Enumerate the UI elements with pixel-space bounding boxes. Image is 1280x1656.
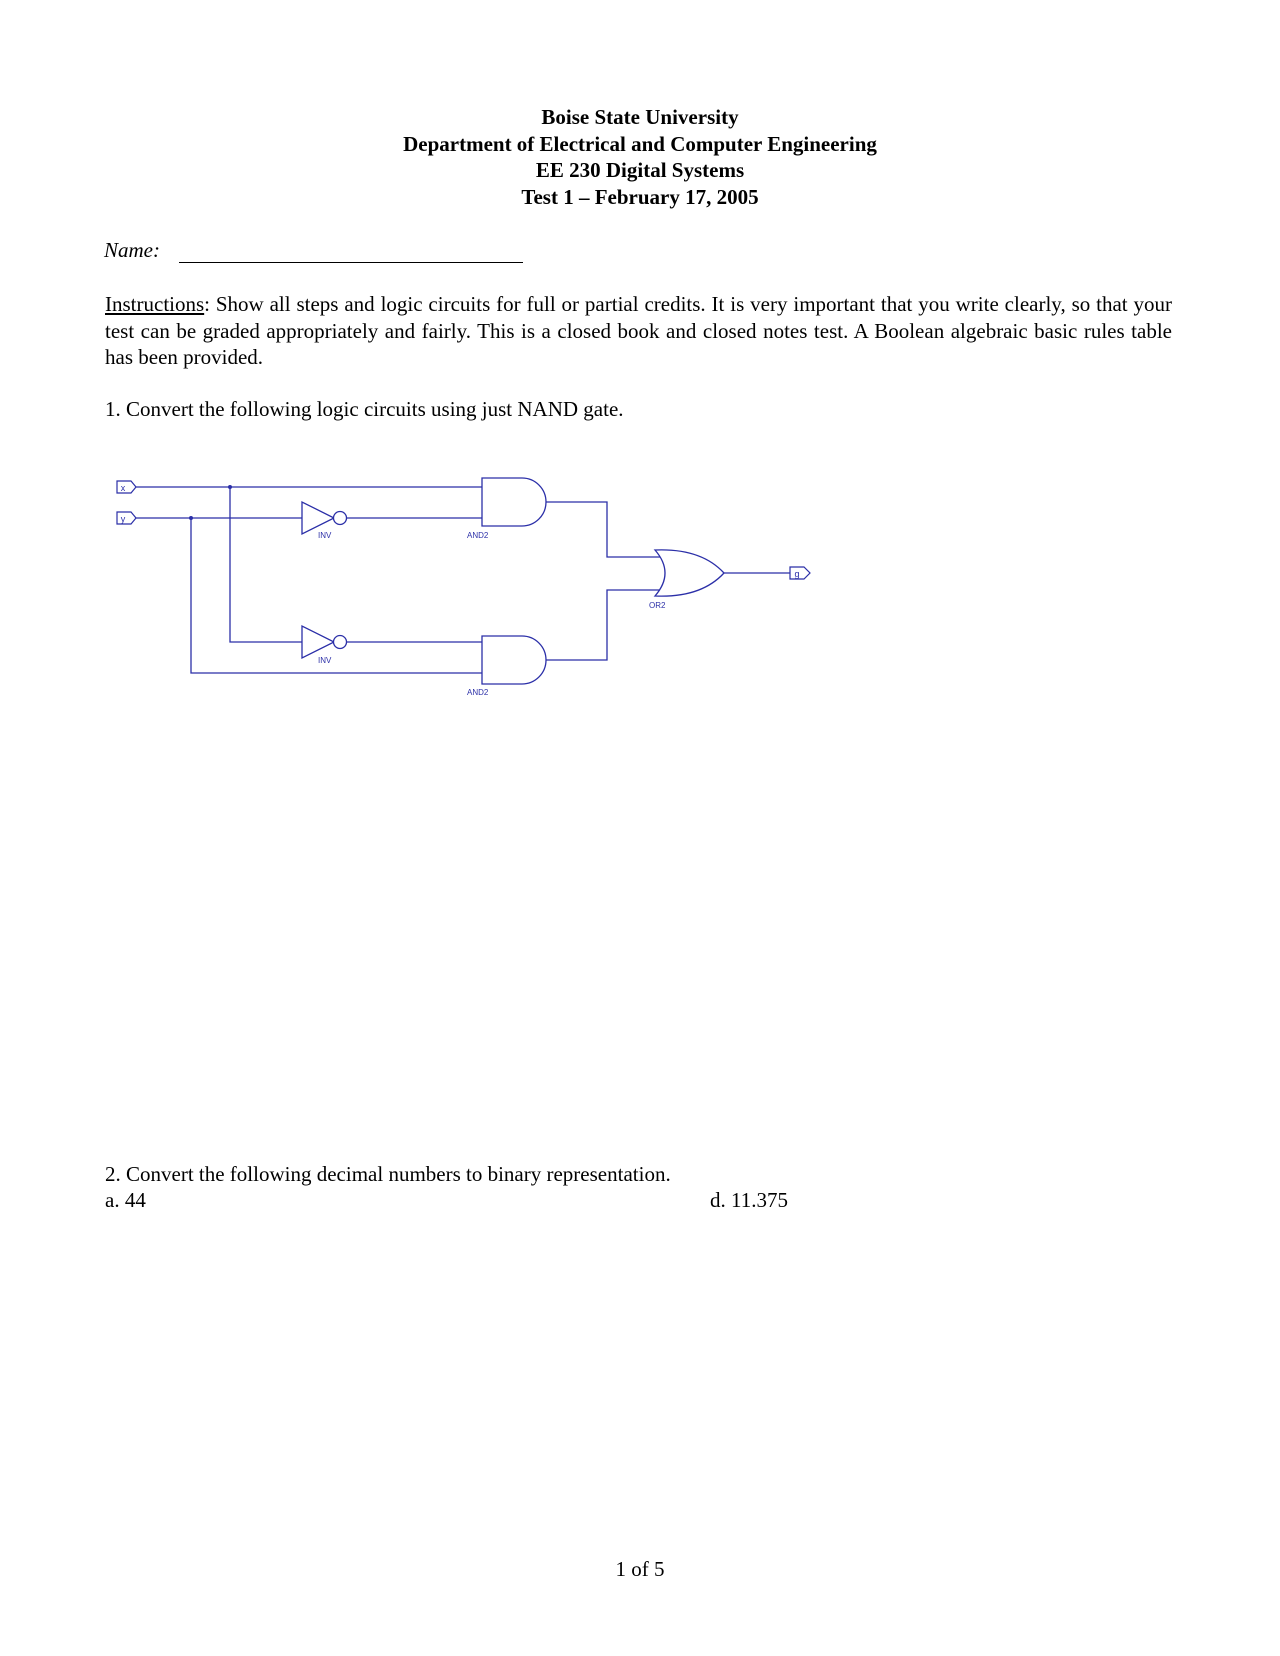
wire-and2-to-or [546,590,661,660]
instructions-label: Instructions [105,292,205,316]
inv1-label: INV [318,531,332,540]
input-y-label: y [120,514,126,524]
wire-junctions [189,485,232,520]
output-port-g [790,567,810,579]
course-title: EE 230 Digital Systems [535,158,745,182]
and1-label: AND2 [467,531,489,540]
logic-gates [302,478,724,684]
output-g-label: g [794,569,800,579]
or-gate [655,550,724,596]
junction-y [189,516,193,520]
name-label: Name: [104,238,160,262]
question-2d: d. 11.375 [710,1188,788,1212]
and-gate-1 [482,478,546,526]
inverter-2 [302,626,347,658]
question-2a: a. 44 [105,1188,146,1212]
page-number: 1 of 5 [615,1557,665,1581]
inv2-label: INV [318,656,332,665]
and2-label: AND2 [467,688,489,697]
wire-y-branch [191,518,482,673]
instructions-text: : Show all steps and logic circuits for full or partial credits. It is very important that you write clearly, so that your test can be graded appropriately and fairly. This is a closed book and closed notes test. A Boolean algebraic basic rules table has been provided. [105,292,1172,369]
and-gate-2 [482,636,546,684]
question-2: 2. Convert the following decimal numbers to binary representation. [105,1162,671,1186]
wire-x-branch [230,487,302,642]
junction-x [228,485,232,489]
logic-circuit-diagram [0,0,1280,720]
inverter-1 [302,502,347,534]
question-1: 1. Convert the following logic circuits using just NAND gate. [105,397,624,421]
or-label: OR2 [649,601,666,610]
department-name: Department of Electrical and Computer Engineering [403,131,877,156]
university-name: Boise State University [541,105,739,129]
wire-and1-to-or [546,502,661,557]
test-title: Test 1 – February 17, 2005 [521,184,759,209]
input-x-label: x [120,483,126,493]
